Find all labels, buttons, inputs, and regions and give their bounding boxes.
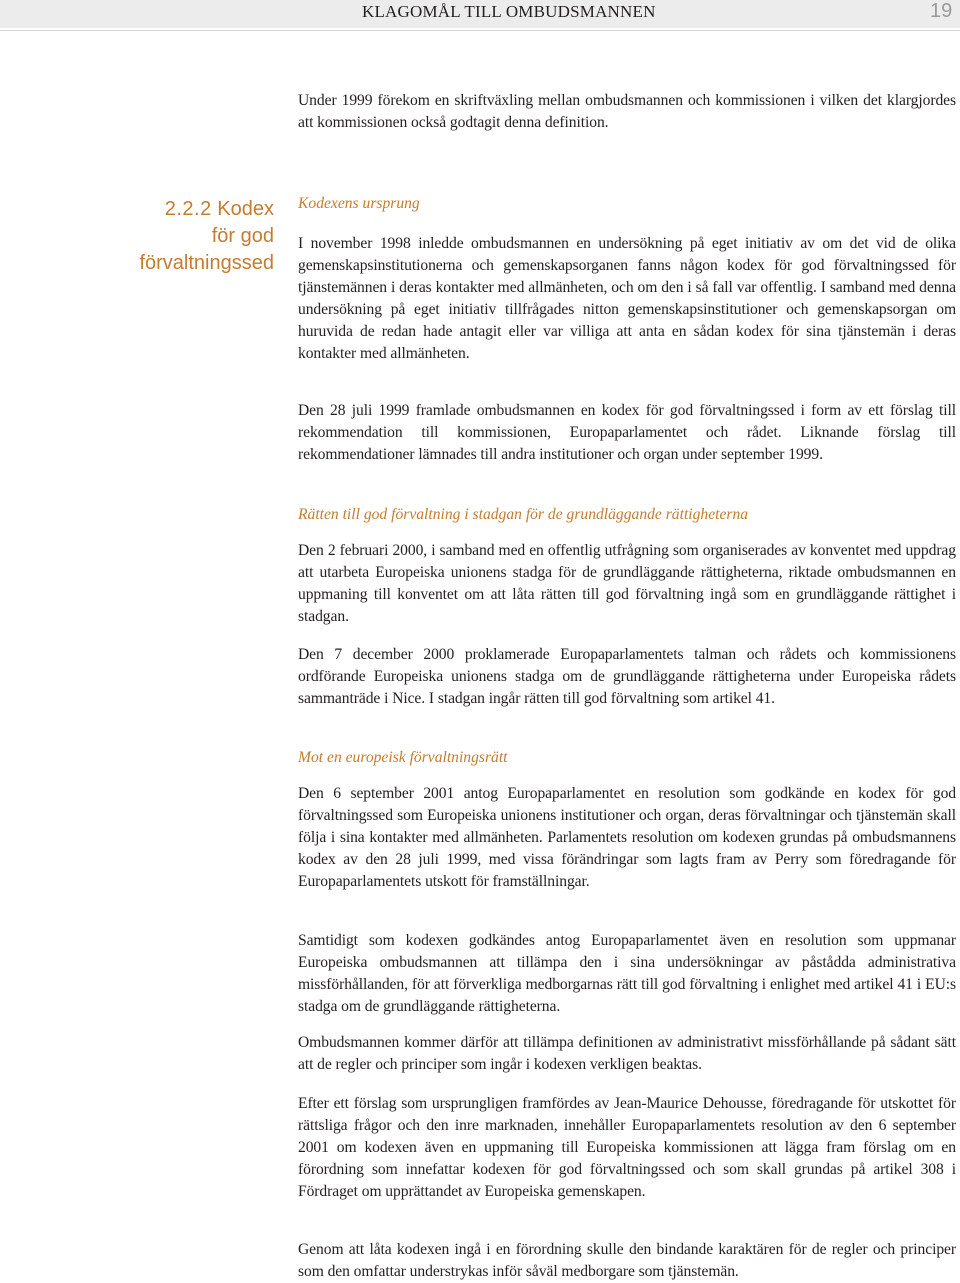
- paragraph-4: [298, 644, 956, 710]
- subheading-european-law: Mot en europeisk förvaltningsrätt: [298, 749, 508, 766]
- paragraph-4-text: Den 7 december 2000 proklamerade Europaparlamentets talman och rådets och kommissionens ordförande Europeiska unionens stadga om de grundläggande rättigheterna under Europeiska rådets sammanträde i Nice. I stadgan ingår rätten till god förvaltning som artikel 41.: [298, 646, 956, 707]
- subheading-origin: Kodexens ursprung: [298, 195, 420, 212]
- section-title-line-2: för god: [211, 225, 274, 247]
- running-header-title: KLAGOMÅL TILL OMBUDSMANNEN: [362, 2, 656, 21]
- paragraph-7-text: Ombudsmannen kommer därför att tillämpa definitionen av administrativt missförhållande på sådant sätt att de regler och principer som ingår i kodexen verkligen beaktas.: [298, 1034, 956, 1073]
- paragraph-5: [298, 783, 956, 893]
- paragraph-6-text: Samtidigt som kodexen godkändes antog Europaparlamentet även en resolution som uppmanar Europeiska ombudsmannen att tillämpa den i sina undersökningar av påstådda administrativa missförhållanden, för att förverkliga medborgarnas rätt till god förvaltning i enlighet med artikel 41 i EU:s stadga om de grundläggande rättigheterna.: [298, 932, 956, 1015]
- intro-paragraph: [298, 90, 956, 134]
- section-heading: [96, 196, 274, 277]
- section-heading-line-1: [96, 196, 274, 223]
- header-divider: [0, 30, 960, 31]
- paragraph-7: [298, 1032, 956, 1076]
- paragraph-5-text: Den 6 september 2001 antog Europaparlamentet en resolution som godkände en kodex för god förvaltningssed som Europeiska unionens institutioner och organ, deras förvaltningar och tjänstemän skall följa i sina kontakter med allmänheten. Parlamentets resolution om kodexen grundas på ombudsmannens kodex av den 28 juli 1999, med vissa förändringar som lagts fram av Perry som föredragande för Europaparlamentets utskott för framställningar.: [298, 785, 956, 890]
- page-number: 19: [930, 0, 953, 22]
- paragraph-9-text: Genom att låta kodexen ingå i en förordning skulle den bindande karaktären för de regler och principer som den omfattar understrykas inför såväl medborgare som tjänstemän.: [298, 1241, 956, 1280]
- running-header: [0, 0, 960, 28]
- intro-text: Under 1999 förekom en skriftväxling mellan ombudsmannen och kommissionen i vilken det klargjordes att kommissionen också godtagit denna definition.: [298, 92, 956, 131]
- paragraph-8-text: Efter ett förslag som ursprungligen framfördes av Jean-Maurice Dehousse, föredragande för utskottet för rättsliga frågor och den inre marknaden, innehåller Europaparlamentets resolution av den 6 september 2001 om kodexen även en uppmaning till Europeiska kommissionen att lägga fram förslag om en förordning som innefattar kodexen för god förvaltningssed och som skall grundas på artikel 308 i Fördraget om upprättandet av Europeiska gemenskapen.: [298, 1095, 956, 1200]
- paragraph-9: [298, 1239, 956, 1283]
- paragraph-2-text: Den 28 juli 1999 framlade ombudsmannen en kodex för god förvaltningssed i form av ett förslag till rekommendation till kommissionen, Europaparlamentet och rådet. Liknande förslag till rekommendationer lämnades till andra institutioner och organ under september 1999.: [298, 402, 956, 463]
- section-title-line-3: förvaltningssed: [139, 252, 274, 274]
- paragraph-3-text: Den 2 februari 2000, i samband med en offentlig utfrågning som organiserades av konventet med uppdrag att utarbeta Europeiska unionens stadga för de grundläggande rättigheterna, riktade ombudsmannen en uppmaning till konventet om att låta rätten till god förvaltning ingå som en grundläggande rättighet i stadgan.: [298, 542, 956, 625]
- paragraph-6: [298, 930, 956, 1018]
- paragraph-1: [298, 233, 956, 365]
- section-title-line-1: Kodex: [217, 198, 274, 220]
- section-number: 2.2.2: [164, 198, 212, 220]
- subheading-charter: Rätten till god förvaltning i stadgan för de grundläggande rättigheterna: [298, 506, 749, 523]
- paragraph-2: [298, 400, 956, 466]
- paragraph-8: [298, 1093, 956, 1203]
- paragraph-3: [298, 540, 956, 628]
- paragraph-1-text: I november 1998 inledde ombudsmannen en undersökning på eget initiativ av om det vid de olika gemenskapsinstitutionerna och gemenskapsorganen fanns någon kodex för god förvaltningssed för tjänstemännen i deras kontakter med allmänheten, och om den i så fall var offentlig. I samband med denna undersökning på eget initiativ tillfrågades nitton gemenskapsinstitutioner och gemenskapsorgan om huruvida de redan hade antagit eller var villiga att anta en sådan kodex för sina tjänstemän i deras kontakter med allmänheten.: [298, 235, 956, 362]
